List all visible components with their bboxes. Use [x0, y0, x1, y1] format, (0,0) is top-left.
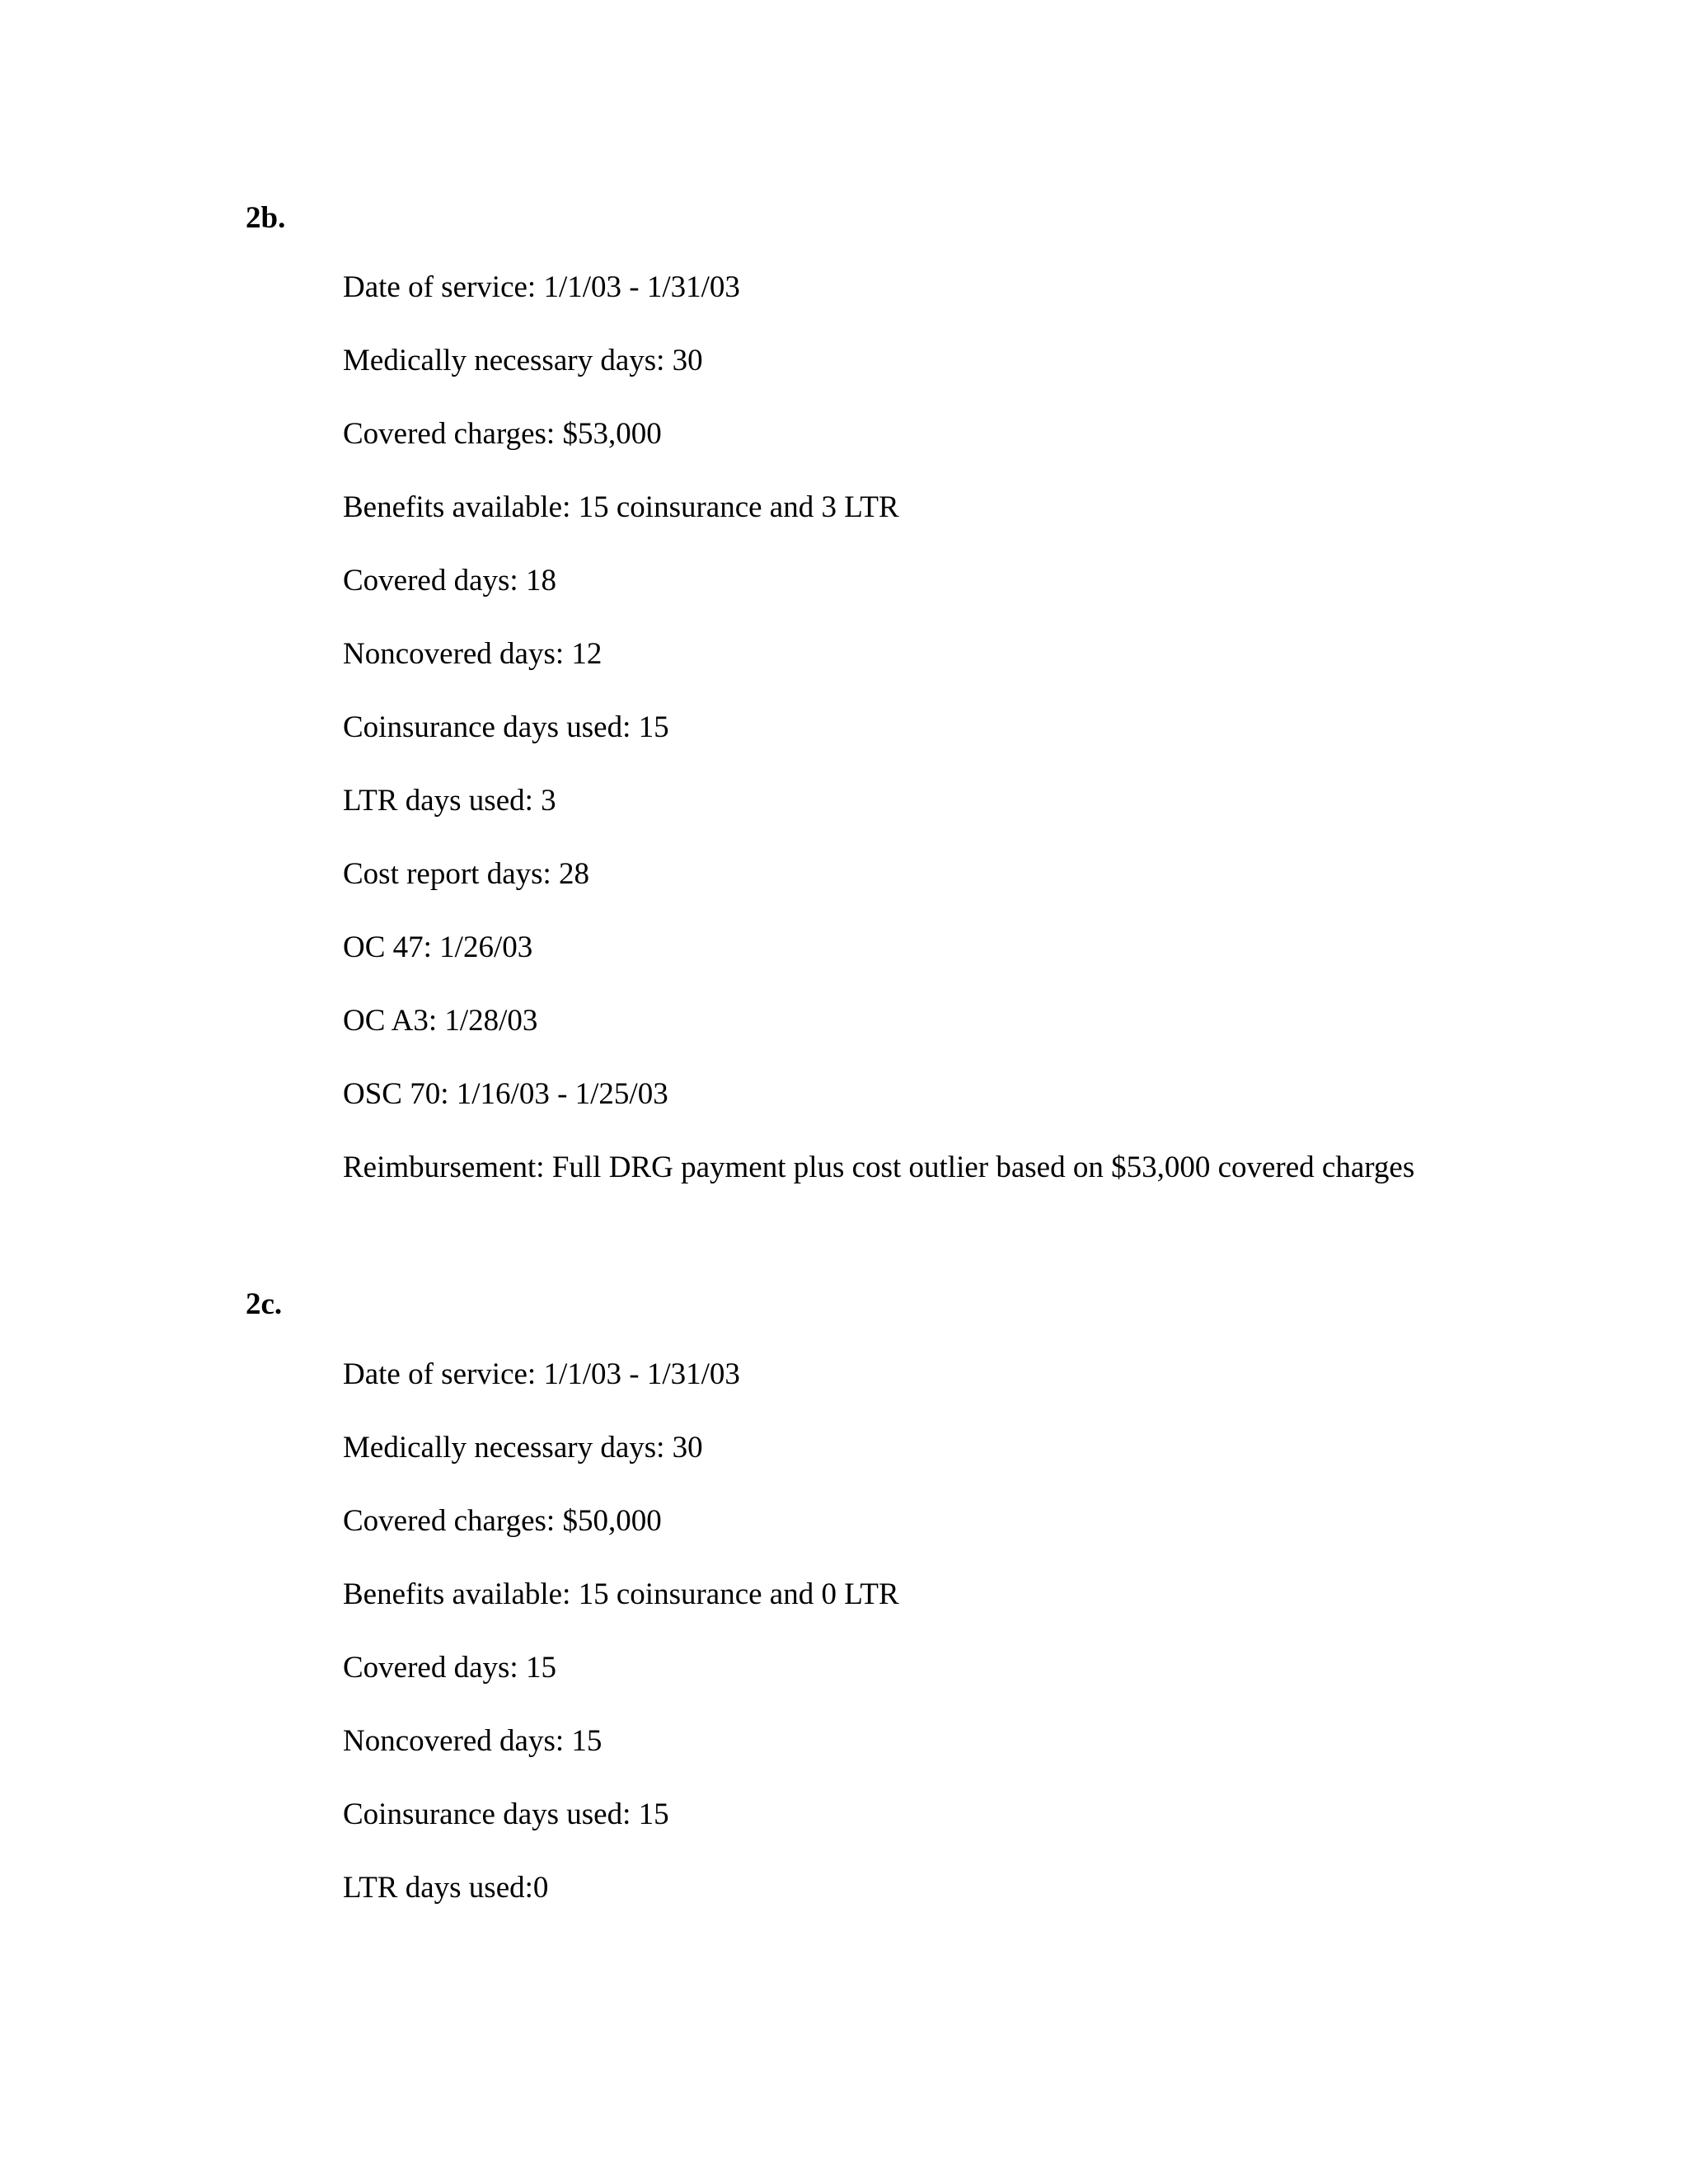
reimbursement: Reimbursement: Full DRG payment plus cost outlier based on $53,000 covered charges: [343, 1151, 1415, 1184]
section-body-2c: [343, 1356, 1439, 1907]
ltr-days-used: LTR days used: 3: [343, 784, 556, 818]
section-heading-2b: 2b.: [246, 201, 286, 235]
covered-days: Covered days: 15: [343, 1651, 556, 1685]
medically-necessary-days: Medically necessary days: 30: [343, 1431, 703, 1465]
noncovered-days: Noncovered days: 15: [343, 1724, 603, 1758]
coinsurance-days-used: Coinsurance days used: 15: [343, 710, 669, 744]
section-heading-2c: 2c.: [246, 1287, 283, 1321]
covered-charges: Covered charges: $53,000: [343, 417, 662, 451]
covered-charges: Covered charges: $50,000: [343, 1504, 662, 1538]
benefits-available: Benefits available: 15 coinsurance and 3 LTR: [343, 490, 899, 524]
covered-days: Covered days: 18: [343, 564, 556, 598]
ltr-days-used: LTR days used:0: [343, 1871, 549, 1905]
date-of-service: Date of service: 1/1/03 - 1/31/03: [343, 270, 740, 304]
benefits-available: Benefits available: 15 coinsurance and 0 LTR: [343, 1577, 899, 1611]
date-of-service: Date of service: 1/1/03 - 1/31/03: [343, 1357, 740, 1391]
occurrence-code-a3: OC A3: 1/28/03: [343, 1004, 538, 1038]
occurrence-span-code-70: OSC 70: 1/16/03 - 1/25/03: [343, 1077, 668, 1111]
medically-necessary-days: Medically necessary days: 30: [343, 344, 703, 377]
occurrence-code-47: OC 47: 1/26/03: [343, 930, 533, 964]
noncovered-days: Noncovered days: 12: [343, 637, 603, 671]
section-body-2b: [343, 269, 1439, 1187]
coinsurance-days-used: Coinsurance days used: 15: [343, 1797, 669, 1831]
cost-report-days: Cost report days: 28: [343, 857, 590, 891]
